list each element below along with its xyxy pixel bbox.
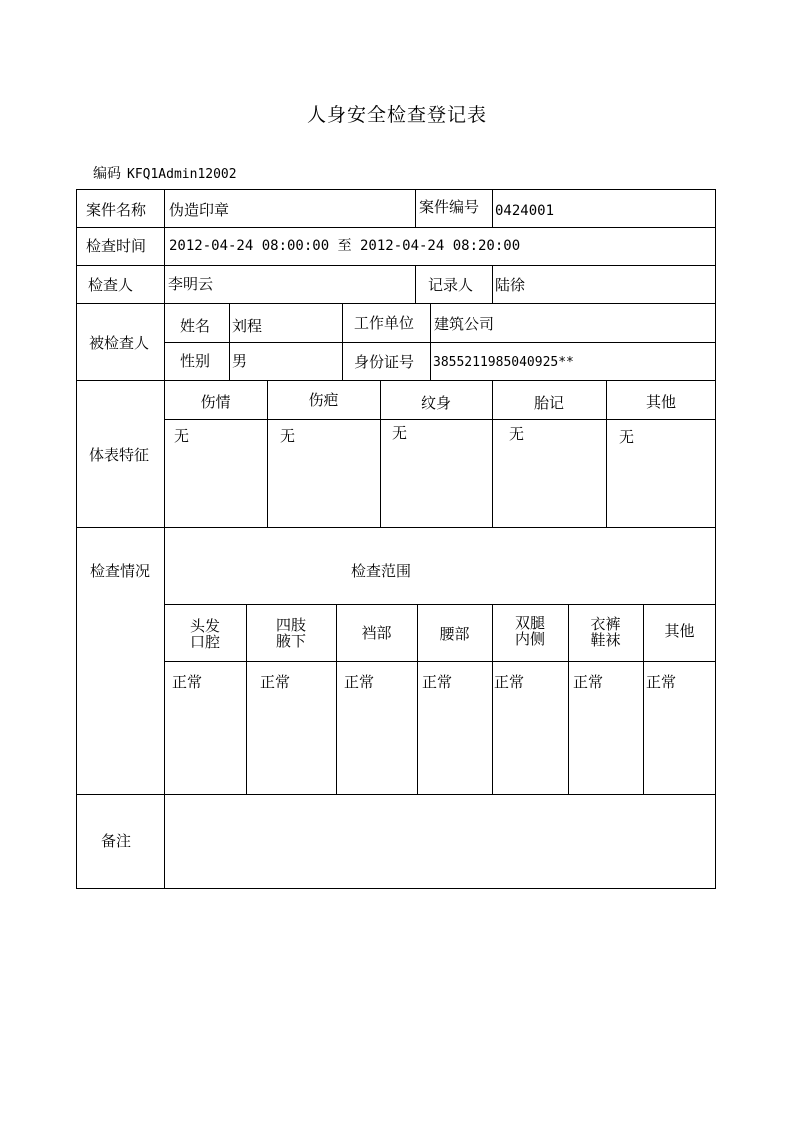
feature-header: 纹身 [420, 394, 451, 412]
inspector-label: 检查人 [88, 276, 134, 294]
scope-header: 四肢 腋下 [275, 616, 306, 650]
gender-value: 男 [232, 352, 248, 370]
feature-header: 胎记 [533, 394, 564, 412]
inspection-label: 检查情况 [90, 562, 151, 580]
case-name-label: 案件名称 [86, 201, 147, 219]
scope-header: 其他 [664, 622, 695, 640]
scope-value: 正常 [260, 673, 291, 691]
scope-value: 正常 [172, 673, 203, 691]
case-no-label: 案件编号 [419, 198, 480, 216]
recorder-value: 陆徐 [495, 276, 526, 294]
feature-value: 无 [392, 424, 408, 442]
code-value: KFQ1Admin12002 [127, 167, 237, 182]
work-unit-value: 建筑公司 [434, 315, 495, 333]
scope-value: 正常 [494, 673, 525, 691]
feature-value: 无 [174, 427, 190, 445]
feature-value: 无 [280, 427, 296, 445]
id-number-value: 3855211985040925** [433, 355, 574, 370]
work-unit-label: 工作单位 [354, 314, 415, 332]
recorder-label: 记录人 [428, 276, 474, 294]
case-no-value: 0424001 [495, 203, 555, 219]
features-label: 体表特征 [89, 446, 150, 464]
feature-value: 无 [509, 425, 525, 443]
scope-value: 正常 [344, 673, 375, 691]
scope-header: 双腿 内侧 [514, 614, 545, 648]
scope-header: 衣裤 鞋袜 [590, 615, 621, 649]
subject-name-value: 刘程 [232, 317, 263, 335]
time-value: 2012-04-24 08:00:00 至 2012-04-24 08:20:00 [169, 238, 521, 254]
time-label: 检查时间 [86, 237, 147, 255]
scope-header: 腰部 [439, 625, 470, 643]
scope-value: 正常 [422, 673, 453, 691]
gender-label: 性别 [180, 352, 211, 370]
subject-label: 被检查人 [89, 334, 150, 352]
feature-header: 伤情 [200, 393, 231, 411]
subject-name-label: 姓名 [180, 317, 211, 335]
feature-header: 伤疤 [308, 391, 339, 409]
inspector-value: 李明云 [168, 275, 214, 293]
form-code [93, 163, 237, 183]
inspection-scope-label: 检查范围 [351, 562, 412, 580]
case-name-value: 伪造印章 [169, 201, 230, 219]
code-label: 编码 [93, 166, 121, 182]
table-grid [76, 189, 716, 889]
remarks-label: 备注 [101, 832, 132, 850]
inspection-form-table [76, 189, 716, 889]
feature-header: 其他 [645, 393, 676, 411]
page-title: 人身安全检查登记表 [306, 104, 487, 126]
scope-value: 正常 [646, 673, 677, 691]
id-number-label: 身份证号 [354, 353, 415, 371]
scope-header: 裆部 [361, 624, 392, 642]
scope-value: 正常 [573, 673, 604, 691]
scope-header: 头发 口腔 [189, 617, 220, 651]
feature-value: 无 [619, 428, 635, 446]
